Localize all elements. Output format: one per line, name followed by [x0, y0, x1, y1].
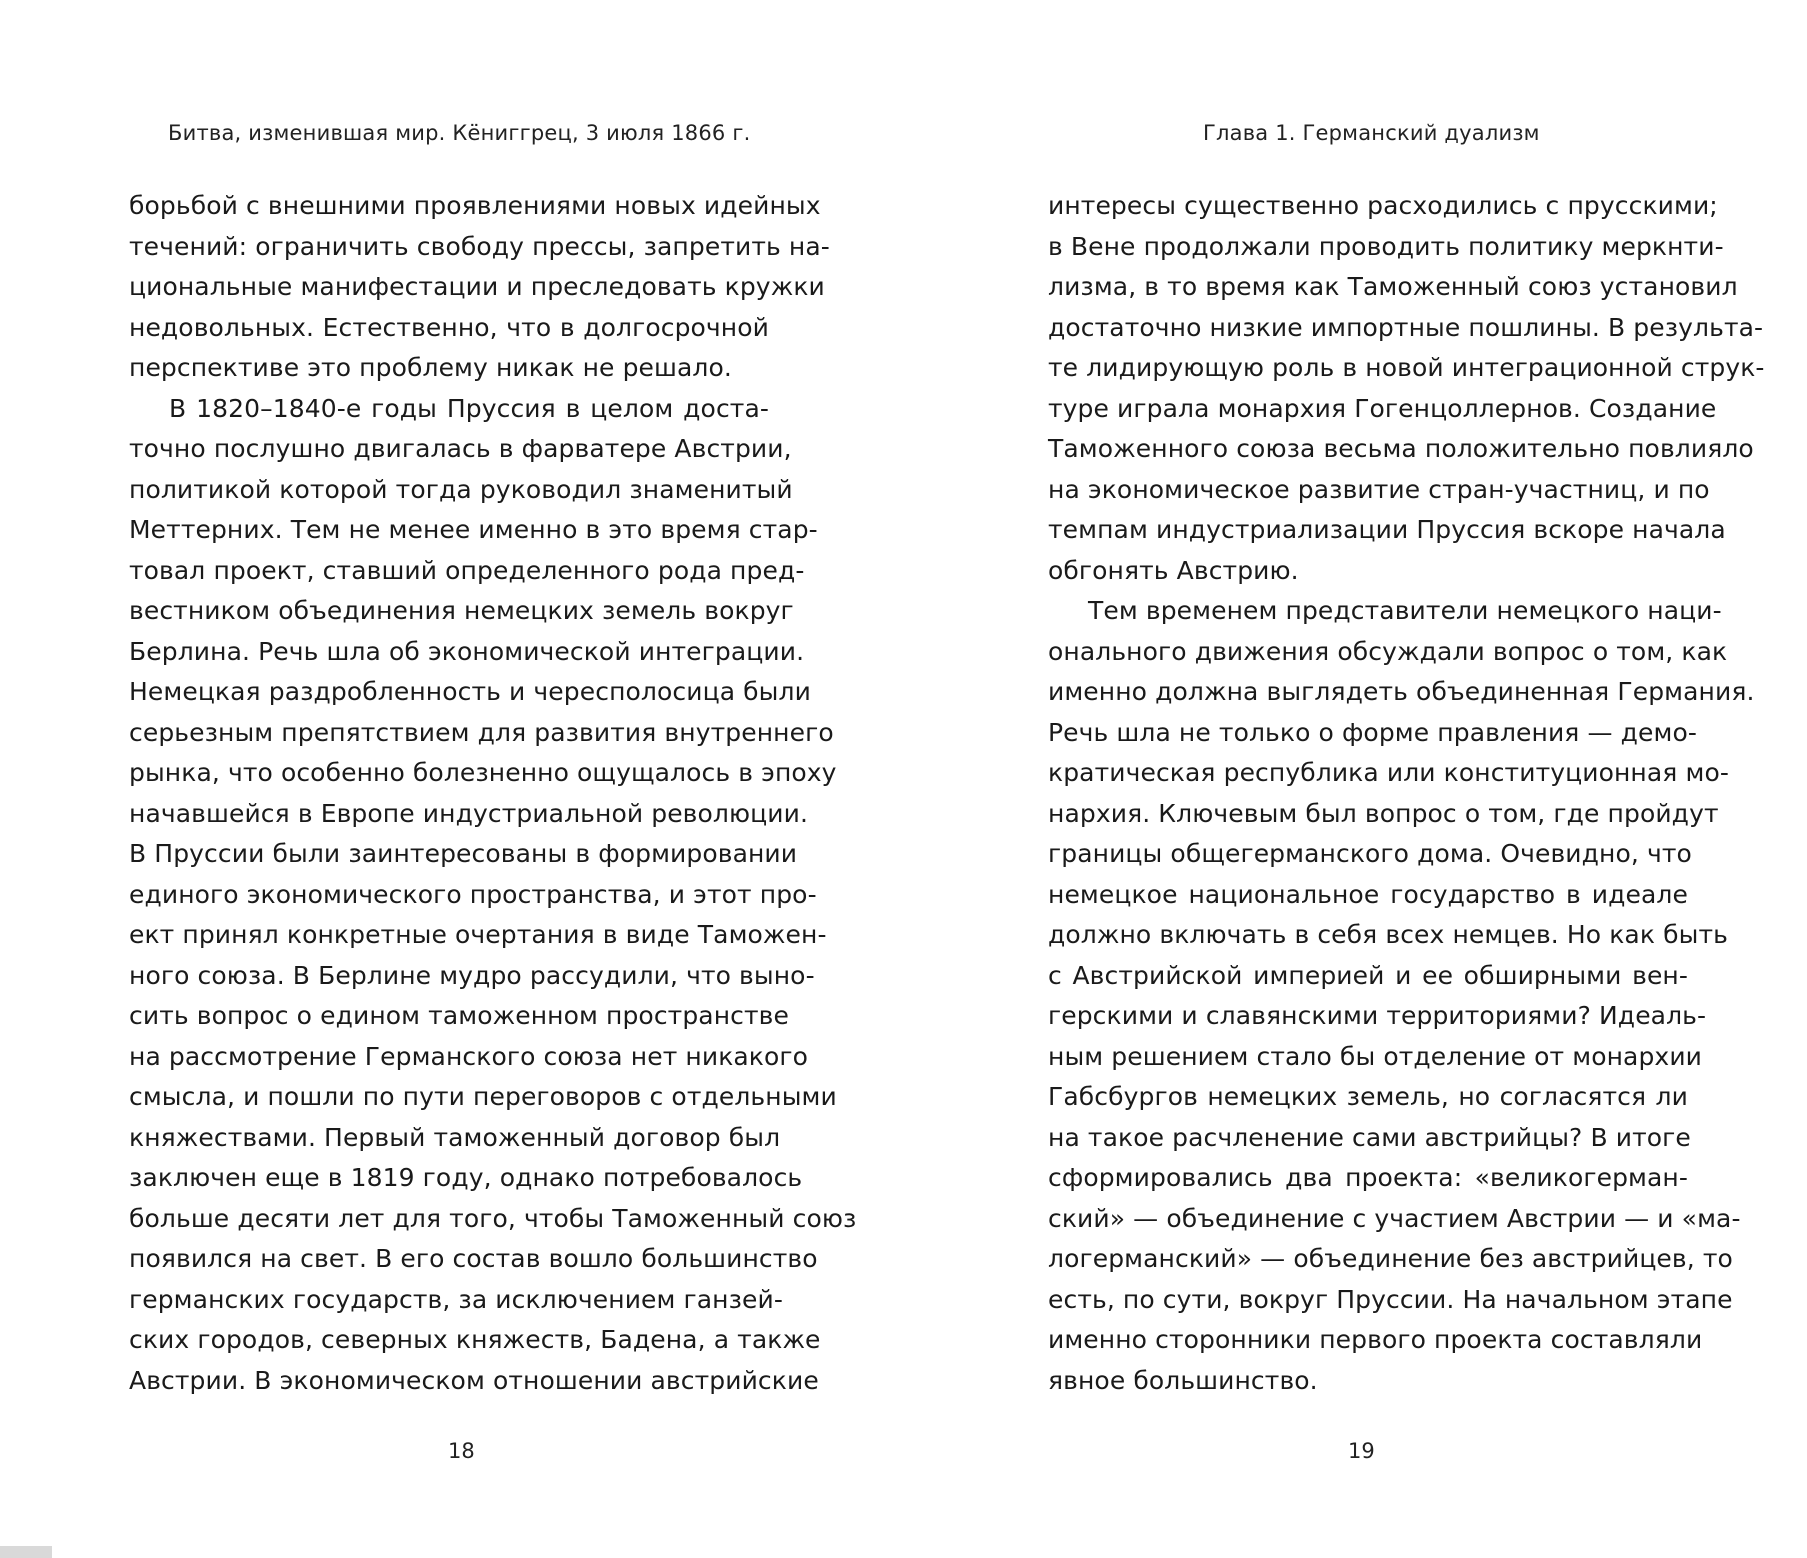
text-line: логерманский» — объединение без австрийцев, то: [1048, 1244, 1733, 1273]
text-line: на рассмотрение Германского союза нет никакого: [129, 1041, 809, 1071]
text-line: В Пруссии были заинтересованы в формировании: [129, 839, 798, 868]
text-line: должно включать в себя всех немцев. Но как быть: [1048, 920, 1728, 949]
text-line: Меттерних. Тем не менее именно в это время стар-: [129, 515, 818, 544]
text-line: немецкое национальное государство в идеале: [1048, 879, 1688, 909]
text-line: туре играла монархия Гогенцоллернов. Создание: [1048, 393, 1717, 423]
text-line: ект принял конкретные очертания в виде Таможен-: [129, 920, 827, 949]
page-number-left: 18: [448, 1439, 475, 1463]
text-line: серьезным препятствием для развития внутреннего: [129, 717, 834, 747]
text-line: Тем временем представители немецкого наци-: [1088, 596, 1722, 625]
text-line: именно сторонники первого проекта составляли: [1048, 1325, 1703, 1354]
text-line: те лидирующую роль в новой интеграционной струк-: [1048, 353, 1765, 382]
text-line: сить вопрос о едином таможенном пространстве: [129, 1001, 789, 1030]
text-line: смысла, и пошли по пути переговоров с отдельными: [129, 1082, 837, 1111]
running-head-left: Битва, изменившая мир. Кёниггрец, 3 июля 1866 г.: [168, 121, 751, 145]
text-line: борьбой с внешними проявлениями новых идейных: [129, 191, 821, 220]
running-head-right: Глава 1. Германский дуализм: [1203, 121, 1540, 145]
text-line: единого экономического пространства, и этот про-: [129, 879, 817, 909]
text-line: сформировались два проекта: «великогерман-: [1048, 1163, 1688, 1192]
text-line: княжествами. Первый таможенный договор был: [129, 1122, 781, 1152]
text-line: ным решением стало бы отделение от монархии: [1048, 1041, 1703, 1071]
text-line: кратическая республика или конституционная мо-: [1048, 758, 1729, 787]
text-line: вестником объединения немецких земель вокруг: [129, 596, 794, 625]
text-line: Габсбургов немецких земель, но согласятся ли: [1048, 1082, 1688, 1111]
text-line: явное большинство.: [1048, 1365, 1318, 1395]
text-line: герскими и славянскими территориями? Идеаль-: [1048, 1001, 1707, 1030]
text-line: Берлина. Речь шла об экономической интеграции.: [129, 636, 805, 666]
text-line: есть, по сути, вокруг Пруссии. На начальном этапе: [1048, 1284, 1733, 1314]
text-line: циональные манифестации и преследовать кружки: [129, 272, 825, 301]
text-line: Австрии. В экономическом отношении австрийские: [129, 1365, 819, 1395]
text-line: точно послушно двигалась в фарватере Австрии,: [129, 434, 792, 463]
right-page: [900, 0, 1807, 1558]
text-line: рынка, что особенно болезненно ощущалось в эпоху: [129, 758, 837, 787]
scan-artifact: [0, 1546, 52, 1558]
text-line: ного союза. В Берлине мудро рассудили, что выно-: [129, 960, 815, 990]
text-line: недовольных. Естественно, что в долгосрочной: [129, 312, 769, 342]
text-line: заключен еще в 1819 году, однако потребовалось: [129, 1163, 803, 1192]
text-line: нархия. Ключевым был вопрос о том, где пройдут: [1048, 798, 1719, 828]
text-line: на такое расчленение сами австрийцы? В итоге: [1048, 1122, 1691, 1152]
text-line: германских государств, за исключением ганзей-: [129, 1284, 783, 1314]
text-line: Таможенного союза весьма положительно повлияло: [1048, 434, 1754, 463]
text-line: ский» — объединение с участием Австрии — и «ма-: [1048, 1203, 1741, 1233]
text-line: перспективе это проблему никак не решало.: [129, 353, 732, 382]
text-line: ских городов, северных княжеств, Бадена, а также: [129, 1325, 821, 1354]
text-line: политикой которой тогда руководил знаменитый: [129, 474, 793, 504]
text-line: течений: ограничить свободу прессы, запретить на-: [129, 231, 830, 261]
text-line: онального движения обсуждали вопрос о том, как: [1048, 636, 1728, 666]
text-line: интересы существенно расходились с прусскими;: [1048, 191, 1718, 220]
text-line: темпам индустриализации Пруссия вскоре начала: [1048, 515, 1726, 544]
text-line: В 1820–1840-е годы Пруссия в целом доста-: [169, 393, 769, 423]
text-line: на экономическое развитие стран-участниц, и по: [1048, 474, 1710, 504]
page-number-right: 19: [1348, 1439, 1375, 1463]
text-line: лизма, в то время как Таможенный союз установил: [1048, 272, 1738, 301]
text-line: в Вене продолжали проводить политику меркнти-: [1048, 231, 1724, 261]
body-text-right: [1048, 186, 1765, 1401]
text-line: Речь шла не только о форме правления — демо-: [1048, 717, 1697, 747]
text-line: с Австрийской империей и ее обширными вен-: [1048, 960, 1688, 990]
text-line: появился на свет. В его состав вошло большинство: [129, 1244, 818, 1273]
body-text-left: [129, 186, 857, 1401]
text-line: товал проект, ставший определенного рода пред-: [129, 555, 805, 585]
text-line: границы общегерманского дома. Очевидно, что: [1048, 839, 1692, 868]
text-line: начавшейся в Европе индустриальной революции.: [129, 798, 808, 828]
text-line: именно должна выглядеть объединенная Германия.: [1048, 677, 1755, 706]
text-line: Немецкая раздробленность и чересполосица были: [129, 677, 811, 706]
text-line: больше десяти лет для того, чтобы Таможенный союз: [129, 1203, 857, 1233]
text-line: достаточно низкие импортные пошлины. В результа-: [1048, 312, 1764, 342]
text-line: обгонять Австрию.: [1048, 555, 1299, 585]
left-page: [0, 0, 900, 1558]
